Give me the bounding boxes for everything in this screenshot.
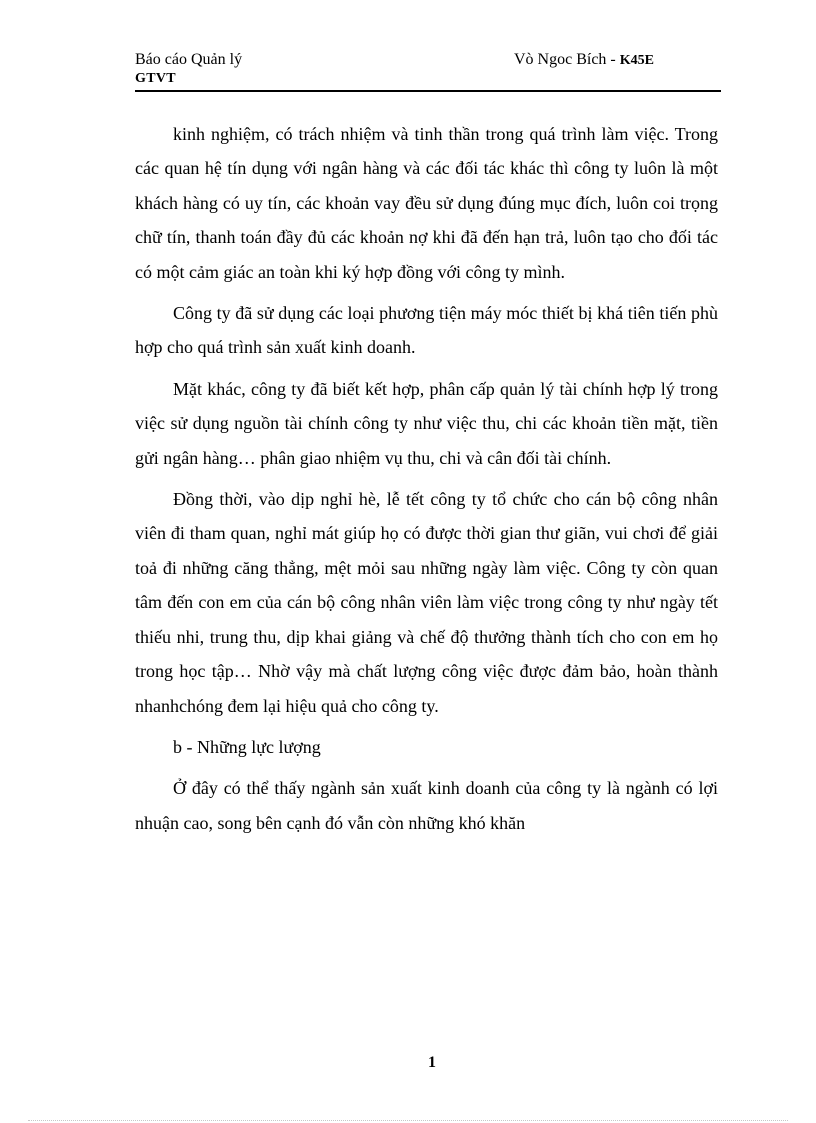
header-divider [135, 90, 721, 92]
page-number: 1 [428, 1054, 436, 1071]
paragraph: Công ty đã sử dụng các loại phương tiện máy móc thiết bị khá tiên tiến phù hợp cho quá trình sản xuất kinh doanh. [135, 303, 718, 358]
class-code: K45E [619, 53, 654, 68]
paragraph: Mặt khác, công ty đã biết kết hợp, phân cấp quản lý tài chính hợp lý trong việc sử dụng nguồn tài chính công ty như việc thu, chi các khoản tiền mặt, tiền gửi ngân hàng… phân giao nhiệm vụ thu, chi và cân đối tài chính. [135, 378, 718, 468]
paragraph: Đồng thời, vào dịp nghỉ hè, lễ tết công ty tổ chức cho cán bộ công nhân viên đi tham quan, nghỉ mát giúp họ có được thời gian thư giãn, vui chơi để giải toả đi những căng thẳng, mệt mỏi sau những ngày làm việc. Công ty còn quan tâm đến con em của cán bộ công nhân viên làm việc trong công ty như ngày tết thiếu nhi, trung thu, dịp khai giảng và chế độ thưởng thành tích cho con em họ trong học tập… Nhờ vậy mà chất lượng công việc được đảm bảo, hoàn thành nhanhchóng đem lại hiệu quả cho công ty. [135, 489, 718, 716]
paragraph: Ở đây có thể thấy ngành sản xuất kinh doanh của công ty là ngành có lợi nhuận cao, song bên cạnh đó vẫn còn những khó khăn [135, 778, 718, 833]
report-title: Báo cáo Quản lý [135, 51, 243, 68]
section-heading: b - Những lực lượng [173, 736, 321, 757]
page-bottom-border [28, 1120, 788, 1121]
page-header [135, 50, 721, 92]
report-title-block [135, 50, 355, 88]
author-name: Vò Ngoc Bích - [514, 51, 616, 68]
document-body [135, 117, 718, 847]
author-block [514, 50, 654, 70]
report-subtitle: GTVT [135, 71, 176, 86]
paragraph: kinh nghiệm, có trách nhiệm và tinh thần trong quá trình làm việc. Trong các quan hệ tín dụng với ngân hàng và các đối tác khác thì công ty luôn là một khách hàng có uy tín, các khoản vay đều sử dụng đúng mục đích, luôn coi trọng chữ tín, thanh toán đầy đủ các khoản nợ khi đã đến hạn trả, luôn tạo cho đối tác có một cảm giác an toàn khi ký hợp đồng với công ty mình. [135, 124, 718, 282]
